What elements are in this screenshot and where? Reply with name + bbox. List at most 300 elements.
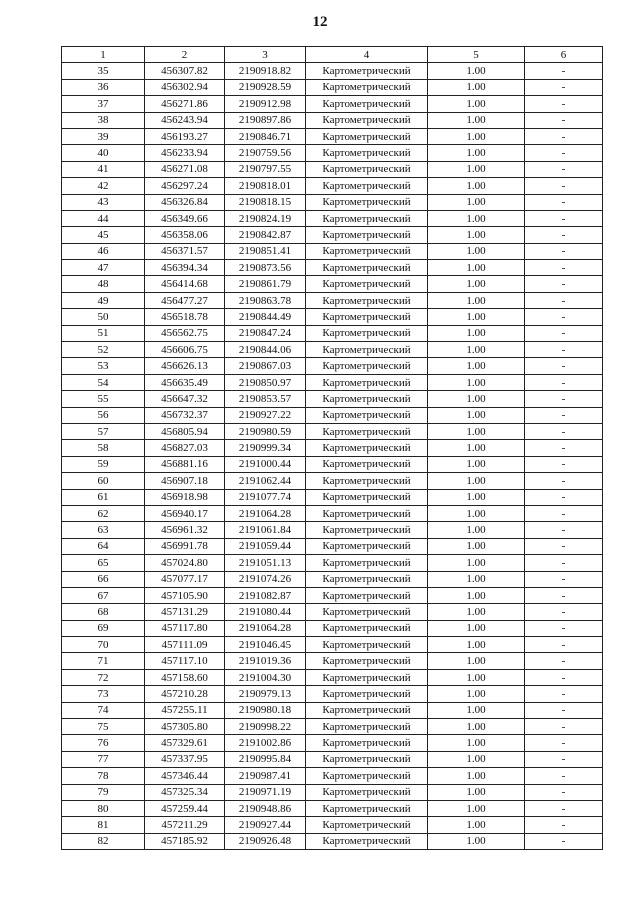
method-cell: Картометрический xyxy=(306,473,428,489)
accuracy-cell: 1.00 xyxy=(428,686,525,702)
accuracy-cell: 1.00 xyxy=(428,145,525,161)
y-coordinate-cell: 2190824.19 xyxy=(225,210,306,226)
note-cell: - xyxy=(525,260,603,276)
point-number-cell: 51 xyxy=(62,325,145,341)
accuracy-cell: 1.00 xyxy=(428,669,525,685)
point-number-cell: 41 xyxy=(62,161,145,177)
note-cell: - xyxy=(525,391,603,407)
method-cell: Картометрический xyxy=(306,637,428,653)
method-cell: Картометрический xyxy=(306,112,428,128)
x-coordinate-cell: 456271.86 xyxy=(145,96,225,112)
method-cell: Картометрический xyxy=(306,309,428,325)
x-coordinate-cell: 456193.27 xyxy=(145,128,225,144)
y-coordinate-cell: 2190918.82 xyxy=(225,63,306,79)
accuracy-cell: 1.00 xyxy=(428,473,525,489)
y-coordinate-cell: 2191019.36 xyxy=(225,653,306,669)
accuracy-cell: 1.00 xyxy=(428,63,525,79)
x-coordinate-cell: 456358.06 xyxy=(145,227,225,243)
point-number-cell: 69 xyxy=(62,620,145,636)
method-cell: Картометрический xyxy=(306,538,428,554)
accuracy-cell: 1.00 xyxy=(428,325,525,341)
accuracy-cell: 1.00 xyxy=(428,620,525,636)
note-cell: - xyxy=(525,637,603,653)
table-row xyxy=(62,128,603,144)
accuracy-cell: 1.00 xyxy=(428,79,525,95)
accuracy-cell: 1.00 xyxy=(428,784,525,800)
accuracy-cell: 1.00 xyxy=(428,571,525,587)
point-number-cell: 77 xyxy=(62,751,145,767)
accuracy-cell: 1.00 xyxy=(428,374,525,390)
y-coordinate-cell: 2191059.44 xyxy=(225,538,306,554)
table-row xyxy=(62,243,603,259)
x-coordinate-cell: 456881.16 xyxy=(145,456,225,472)
method-cell: Картометрический xyxy=(306,374,428,390)
accuracy-cell: 1.00 xyxy=(428,751,525,767)
accuracy-cell: 1.00 xyxy=(428,407,525,423)
table-row xyxy=(62,325,603,341)
table-row xyxy=(62,669,603,685)
y-coordinate-cell: 2190928.59 xyxy=(225,79,306,95)
y-coordinate-cell: 2190927.22 xyxy=(225,407,306,423)
table-row xyxy=(62,489,603,505)
point-number-cell: 54 xyxy=(62,374,145,390)
accuracy-cell: 1.00 xyxy=(428,719,525,735)
point-number-cell: 56 xyxy=(62,407,145,423)
x-coordinate-cell: 457077.17 xyxy=(145,571,225,587)
note-cell: - xyxy=(525,833,603,849)
x-coordinate-cell: 456827.03 xyxy=(145,440,225,456)
note-cell: - xyxy=(525,522,603,538)
note-cell: - xyxy=(525,735,603,751)
y-coordinate-cell: 2190844.49 xyxy=(225,309,306,325)
y-coordinate-cell: 2190979.13 xyxy=(225,686,306,702)
table-row xyxy=(62,309,603,325)
method-cell: Картометрический xyxy=(306,686,428,702)
point-number-cell: 76 xyxy=(62,735,145,751)
column-header: 3 xyxy=(225,47,306,63)
y-coordinate-cell: 2191051.13 xyxy=(225,555,306,571)
note-cell: - xyxy=(525,538,603,554)
x-coordinate-cell: 456626.13 xyxy=(145,358,225,374)
y-coordinate-cell: 2191046.45 xyxy=(225,637,306,653)
point-number-cell: 39 xyxy=(62,128,145,144)
accuracy-cell: 1.00 xyxy=(428,604,525,620)
table-row xyxy=(62,587,603,603)
note-cell: - xyxy=(525,702,603,718)
y-coordinate-cell: 2190863.78 xyxy=(225,292,306,308)
x-coordinate-cell: 457117.10 xyxy=(145,653,225,669)
x-coordinate-cell: 457105.90 xyxy=(145,587,225,603)
x-coordinate-cell: 456326.84 xyxy=(145,194,225,210)
x-coordinate-cell: 457131.29 xyxy=(145,604,225,620)
y-coordinate-cell: 2190998.22 xyxy=(225,719,306,735)
column-header: 2 xyxy=(145,47,225,63)
y-coordinate-cell: 2190818.01 xyxy=(225,178,306,194)
accuracy-cell: 1.00 xyxy=(428,522,525,538)
x-coordinate-cell: 456302.94 xyxy=(145,79,225,95)
note-cell: - xyxy=(525,276,603,292)
accuracy-cell: 1.00 xyxy=(428,768,525,784)
method-cell: Картометрический xyxy=(306,669,428,685)
y-coordinate-cell: 2191064.28 xyxy=(225,620,306,636)
note-cell: - xyxy=(525,342,603,358)
point-number-cell: 80 xyxy=(62,800,145,816)
y-coordinate-cell: 2190853.57 xyxy=(225,391,306,407)
x-coordinate-cell: 456477.27 xyxy=(145,292,225,308)
x-coordinate-cell: 457210.28 xyxy=(145,686,225,702)
point-number-cell: 65 xyxy=(62,555,145,571)
accuracy-cell: 1.00 xyxy=(428,489,525,505)
accuracy-cell: 1.00 xyxy=(428,653,525,669)
coordinates-table xyxy=(61,46,603,850)
y-coordinate-cell: 2191062.44 xyxy=(225,473,306,489)
accuracy-cell: 1.00 xyxy=(428,456,525,472)
point-number-cell: 58 xyxy=(62,440,145,456)
note-cell: - xyxy=(525,800,603,816)
y-coordinate-cell: 2190980.59 xyxy=(225,423,306,439)
accuracy-cell: 1.00 xyxy=(428,178,525,194)
note-cell: - xyxy=(525,489,603,505)
point-number-cell: 57 xyxy=(62,423,145,439)
y-coordinate-cell: 2191064.28 xyxy=(225,505,306,521)
note-cell: - xyxy=(525,719,603,735)
x-coordinate-cell: 456606.75 xyxy=(145,342,225,358)
table-row xyxy=(62,751,603,767)
column-header: 6 xyxy=(525,47,603,63)
point-number-cell: 63 xyxy=(62,522,145,538)
x-coordinate-cell: 456271.08 xyxy=(145,161,225,177)
x-coordinate-cell: 457111.09 xyxy=(145,637,225,653)
x-coordinate-cell: 457329.61 xyxy=(145,735,225,751)
point-number-cell: 52 xyxy=(62,342,145,358)
note-cell: - xyxy=(525,210,603,226)
note-cell: - xyxy=(525,669,603,685)
point-number-cell: 46 xyxy=(62,243,145,259)
note-cell: - xyxy=(525,784,603,800)
y-coordinate-cell: 2191074.26 xyxy=(225,571,306,587)
x-coordinate-cell: 456243.94 xyxy=(145,112,225,128)
note-cell: - xyxy=(525,63,603,79)
table-row xyxy=(62,473,603,489)
x-coordinate-cell: 457185.92 xyxy=(145,833,225,849)
table-row xyxy=(62,784,603,800)
y-coordinate-cell: 2190948.86 xyxy=(225,800,306,816)
x-coordinate-cell: 456233.94 xyxy=(145,145,225,161)
y-coordinate-cell: 2191004.30 xyxy=(225,669,306,685)
page-number: 12 xyxy=(312,14,328,30)
x-coordinate-cell: 456732.37 xyxy=(145,407,225,423)
accuracy-cell: 1.00 xyxy=(428,505,525,521)
note-cell: - xyxy=(525,751,603,767)
method-cell: Картометрический xyxy=(306,391,428,407)
table-row xyxy=(62,735,603,751)
x-coordinate-cell: 456307.82 xyxy=(145,63,225,79)
method-cell: Картометрический xyxy=(306,440,428,456)
accuracy-cell: 1.00 xyxy=(428,210,525,226)
x-coordinate-cell: 457255.11 xyxy=(145,702,225,718)
point-number-cell: 44 xyxy=(62,210,145,226)
accuracy-cell: 1.00 xyxy=(428,637,525,653)
point-number-cell: 60 xyxy=(62,473,145,489)
y-coordinate-cell: 2191002.86 xyxy=(225,735,306,751)
method-cell: Картометрический xyxy=(306,719,428,735)
method-cell: Картометрический xyxy=(306,178,428,194)
method-cell: Картометрический xyxy=(306,358,428,374)
note-cell: - xyxy=(525,587,603,603)
table-row xyxy=(62,637,603,653)
method-cell: Картометрический xyxy=(306,817,428,833)
y-coordinate-cell: 2190999.34 xyxy=(225,440,306,456)
method-cell: Картометрический xyxy=(306,96,428,112)
method-cell: Картометрический xyxy=(306,210,428,226)
y-coordinate-cell: 2190987.41 xyxy=(225,768,306,784)
point-number-cell: 64 xyxy=(62,538,145,554)
point-number-cell: 68 xyxy=(62,604,145,620)
note-cell: - xyxy=(525,243,603,259)
note-cell: - xyxy=(525,505,603,521)
point-number-cell: 67 xyxy=(62,587,145,603)
x-coordinate-cell: 457024.80 xyxy=(145,555,225,571)
y-coordinate-cell: 2190927.44 xyxy=(225,817,306,833)
x-coordinate-cell: 456907.18 xyxy=(145,473,225,489)
note-cell: - xyxy=(525,768,603,784)
table-row xyxy=(62,440,603,456)
x-coordinate-cell: 457117.80 xyxy=(145,620,225,636)
point-number-cell: 48 xyxy=(62,276,145,292)
point-number-cell: 72 xyxy=(62,669,145,685)
accuracy-cell: 1.00 xyxy=(428,587,525,603)
table-row xyxy=(62,817,603,833)
y-coordinate-cell: 2191082.87 xyxy=(225,587,306,603)
x-coordinate-cell: 457305.80 xyxy=(145,719,225,735)
accuracy-cell: 1.00 xyxy=(428,194,525,210)
table-row xyxy=(62,686,603,702)
note-cell: - xyxy=(525,571,603,587)
point-number-cell: 53 xyxy=(62,358,145,374)
y-coordinate-cell: 2190844.06 xyxy=(225,342,306,358)
column-header: 1 xyxy=(62,47,145,63)
y-coordinate-cell: 2190850.97 xyxy=(225,374,306,390)
note-cell: - xyxy=(525,473,603,489)
y-coordinate-cell: 2190759.56 xyxy=(225,145,306,161)
method-cell: Картометрический xyxy=(306,342,428,358)
table-row xyxy=(62,292,603,308)
accuracy-cell: 1.00 xyxy=(428,440,525,456)
x-coordinate-cell: 456394.34 xyxy=(145,260,225,276)
method-cell: Картометрический xyxy=(306,784,428,800)
x-coordinate-cell: 456518.78 xyxy=(145,309,225,325)
accuracy-cell: 1.00 xyxy=(428,112,525,128)
note-cell: - xyxy=(525,456,603,472)
x-coordinate-cell: 456349.66 xyxy=(145,210,225,226)
point-number-cell: 37 xyxy=(62,96,145,112)
point-number-cell: 62 xyxy=(62,505,145,521)
y-coordinate-cell: 2190846.71 xyxy=(225,128,306,144)
method-cell: Картометрический xyxy=(306,128,428,144)
x-coordinate-cell: 456371.57 xyxy=(145,243,225,259)
table-row xyxy=(62,653,603,669)
x-coordinate-cell: 456918.98 xyxy=(145,489,225,505)
y-coordinate-cell: 2190873.56 xyxy=(225,260,306,276)
accuracy-cell: 1.00 xyxy=(428,702,525,718)
table-row xyxy=(62,555,603,571)
point-number-cell: 45 xyxy=(62,227,145,243)
x-coordinate-cell: 457346.44 xyxy=(145,768,225,784)
method-cell: Картометрический xyxy=(306,423,428,439)
method-cell: Картометрический xyxy=(306,604,428,620)
note-cell: - xyxy=(525,161,603,177)
x-coordinate-cell: 457158.60 xyxy=(145,669,225,685)
table-row xyxy=(62,63,603,79)
accuracy-cell: 1.00 xyxy=(428,423,525,439)
note-cell: - xyxy=(525,423,603,439)
point-number-cell: 81 xyxy=(62,817,145,833)
method-cell: Картометрический xyxy=(306,194,428,210)
x-coordinate-cell: 457259.44 xyxy=(145,800,225,816)
y-coordinate-cell: 2190842.87 xyxy=(225,227,306,243)
table-row xyxy=(62,423,603,439)
table-row xyxy=(62,161,603,177)
note-cell: - xyxy=(525,145,603,161)
note-cell: - xyxy=(525,112,603,128)
point-number-cell: 47 xyxy=(62,260,145,276)
x-coordinate-cell: 456805.94 xyxy=(145,423,225,439)
point-number-cell: 73 xyxy=(62,686,145,702)
method-cell: Картометрический xyxy=(306,325,428,341)
accuracy-cell: 1.00 xyxy=(428,128,525,144)
accuracy-cell: 1.00 xyxy=(428,292,525,308)
table-header-row xyxy=(62,47,603,63)
point-number-cell: 50 xyxy=(62,309,145,325)
x-coordinate-cell: 456414.68 xyxy=(145,276,225,292)
accuracy-cell: 1.00 xyxy=(428,260,525,276)
method-cell: Картометрический xyxy=(306,702,428,718)
y-coordinate-cell: 2191077.74 xyxy=(225,489,306,505)
x-coordinate-cell: 456961.32 xyxy=(145,522,225,538)
method-cell: Картометрический xyxy=(306,489,428,505)
table-row xyxy=(62,112,603,128)
y-coordinate-cell: 2191000.44 xyxy=(225,456,306,472)
method-cell: Картометрический xyxy=(306,751,428,767)
point-number-cell: 71 xyxy=(62,653,145,669)
note-cell: - xyxy=(525,128,603,144)
table-row xyxy=(62,342,603,358)
table-row xyxy=(62,505,603,521)
note-cell: - xyxy=(525,309,603,325)
table-row xyxy=(62,833,603,849)
table-row xyxy=(62,79,603,95)
method-cell: Картометрический xyxy=(306,800,428,816)
method-cell: Картометрический xyxy=(306,260,428,276)
table-row xyxy=(62,571,603,587)
accuracy-cell: 1.00 xyxy=(428,555,525,571)
x-coordinate-cell: 457325.34 xyxy=(145,784,225,800)
table-row xyxy=(62,719,603,735)
note-cell: - xyxy=(525,194,603,210)
accuracy-cell: 1.00 xyxy=(428,96,525,112)
x-coordinate-cell: 456562.75 xyxy=(145,325,225,341)
table-row xyxy=(62,456,603,472)
method-cell: Картометрический xyxy=(306,833,428,849)
column-header: 4 xyxy=(306,47,428,63)
y-coordinate-cell: 2190926.48 xyxy=(225,833,306,849)
accuracy-cell: 1.00 xyxy=(428,342,525,358)
method-cell: Картометрический xyxy=(306,292,428,308)
point-number-cell: 35 xyxy=(62,63,145,79)
note-cell: - xyxy=(525,440,603,456)
method-cell: Картометрический xyxy=(306,587,428,603)
method-cell: Картометрический xyxy=(306,571,428,587)
note-cell: - xyxy=(525,325,603,341)
point-number-cell: 42 xyxy=(62,178,145,194)
point-number-cell: 49 xyxy=(62,292,145,308)
point-number-cell: 43 xyxy=(62,194,145,210)
table-row xyxy=(62,702,603,718)
note-cell: - xyxy=(525,686,603,702)
method-cell: Картометрический xyxy=(306,79,428,95)
point-number-cell: 66 xyxy=(62,571,145,587)
table-row xyxy=(62,276,603,292)
table-row xyxy=(62,768,603,784)
x-coordinate-cell: 456297.24 xyxy=(145,178,225,194)
y-coordinate-cell: 2190818.15 xyxy=(225,194,306,210)
table-row xyxy=(62,194,603,210)
table-body xyxy=(62,63,603,850)
point-number-cell: 61 xyxy=(62,489,145,505)
y-coordinate-cell: 2190995.84 xyxy=(225,751,306,767)
method-cell: Картометрический xyxy=(306,161,428,177)
point-number-cell: 75 xyxy=(62,719,145,735)
point-number-cell: 79 xyxy=(62,784,145,800)
table-row xyxy=(62,96,603,112)
x-coordinate-cell: 456940.17 xyxy=(145,505,225,521)
point-number-cell: 74 xyxy=(62,702,145,718)
accuracy-cell: 1.00 xyxy=(428,391,525,407)
x-coordinate-cell: 456991.78 xyxy=(145,538,225,554)
note-cell: - xyxy=(525,96,603,112)
point-number-cell: 55 xyxy=(62,391,145,407)
note-cell: - xyxy=(525,407,603,423)
note-cell: - xyxy=(525,604,603,620)
x-coordinate-cell: 457211.29 xyxy=(145,817,225,833)
y-coordinate-cell: 2191061.84 xyxy=(225,522,306,538)
x-coordinate-cell: 457337.95 xyxy=(145,751,225,767)
table-row xyxy=(62,210,603,226)
note-cell: - xyxy=(525,620,603,636)
y-coordinate-cell: 2191080.44 xyxy=(225,604,306,620)
y-coordinate-cell: 2190861.79 xyxy=(225,276,306,292)
y-coordinate-cell: 2190971.19 xyxy=(225,784,306,800)
note-cell: - xyxy=(525,653,603,669)
method-cell: Картометрический xyxy=(306,227,428,243)
note-cell: - xyxy=(525,817,603,833)
accuracy-cell: 1.00 xyxy=(428,161,525,177)
note-cell: - xyxy=(525,178,603,194)
method-cell: Картометрический xyxy=(306,456,428,472)
table-row xyxy=(62,538,603,554)
table-row xyxy=(62,358,603,374)
accuracy-cell: 1.00 xyxy=(428,800,525,816)
accuracy-cell: 1.00 xyxy=(428,538,525,554)
note-cell: - xyxy=(525,374,603,390)
y-coordinate-cell: 2190847.24 xyxy=(225,325,306,341)
accuracy-cell: 1.00 xyxy=(428,243,525,259)
method-cell: Картометрический xyxy=(306,620,428,636)
note-cell: - xyxy=(525,292,603,308)
y-coordinate-cell: 2190797.55 xyxy=(225,161,306,177)
point-number-cell: 38 xyxy=(62,112,145,128)
table-row xyxy=(62,145,603,161)
